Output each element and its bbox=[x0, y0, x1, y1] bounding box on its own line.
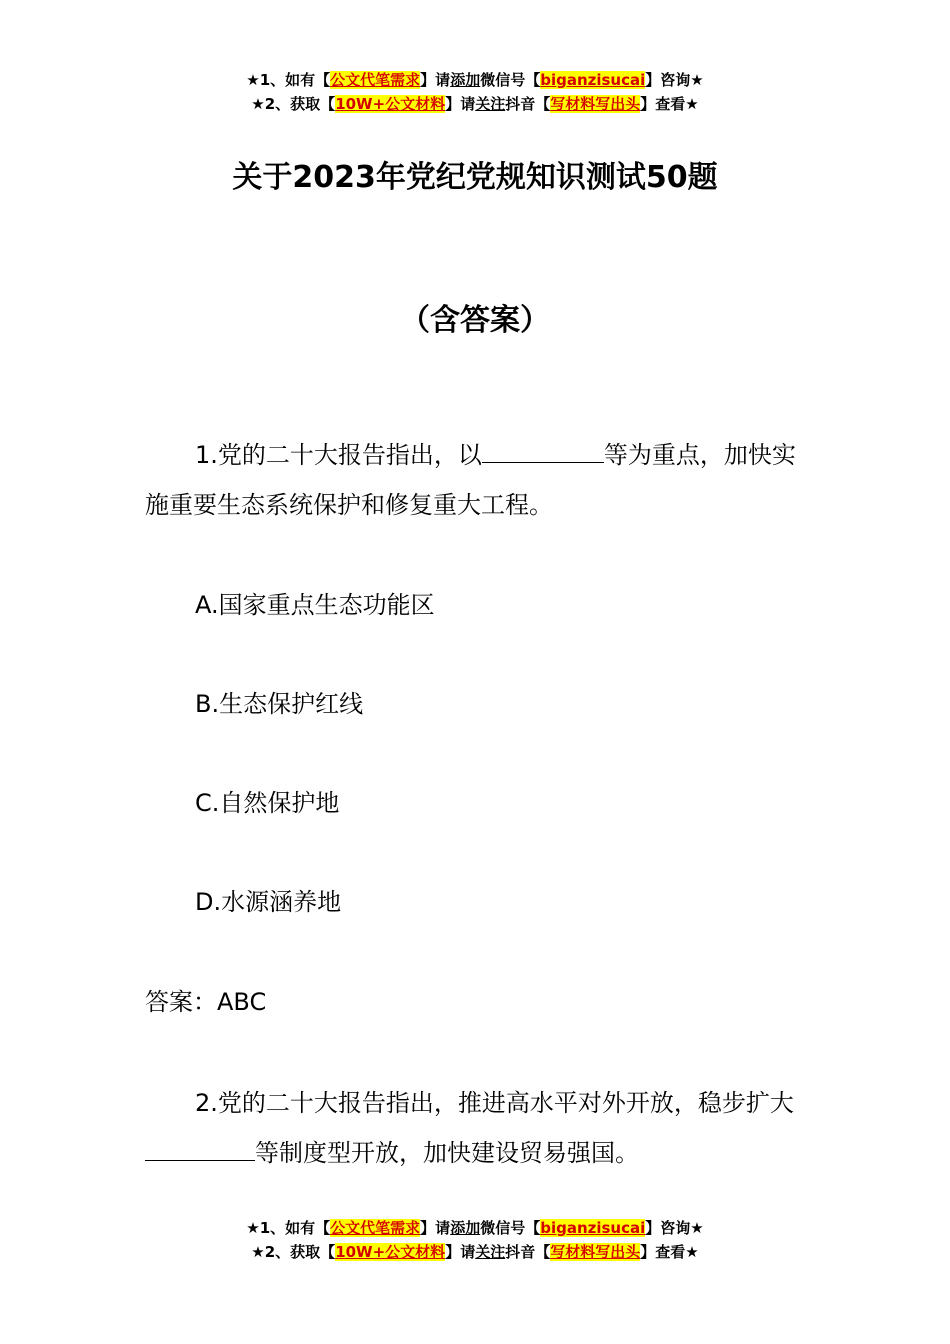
banner-underline: 关注 bbox=[475, 95, 506, 113]
question-1 bbox=[145, 430, 810, 530]
question-text: 等制度型开放，加快建设贸易强国。 bbox=[255, 1139, 639, 1167]
banner-text: ★2、获取【 bbox=[251, 1243, 336, 1261]
banner-text: 】请 bbox=[420, 1219, 451, 1237]
banner-text: 】咨询★ bbox=[645, 1219, 704, 1237]
banner-text: 】请 bbox=[445, 1243, 476, 1261]
option-a: A.国家重点生态功能区 bbox=[195, 591, 435, 619]
banner-line-1 bbox=[0, 1216, 950, 1240]
banner-text: 】请 bbox=[420, 71, 451, 89]
banner-text: 微信号【 bbox=[480, 71, 541, 89]
option-d: D.水源涵养地 bbox=[195, 888, 342, 916]
banner-text: 抖音【 bbox=[505, 1243, 551, 1261]
option-b: B.生态保护红线 bbox=[195, 690, 364, 718]
banner-text: ★1、如有【 bbox=[246, 1219, 331, 1237]
banner-highlight: 写材料写出头 bbox=[550, 95, 641, 113]
banner-underline: 添加 bbox=[450, 1219, 481, 1237]
question-text: 1.党的二十大报告指出，以 bbox=[195, 441, 482, 469]
banner-text: 】查看★ bbox=[640, 1243, 699, 1261]
banner-line-2 bbox=[0, 1240, 950, 1264]
fill-blank bbox=[145, 1130, 255, 1161]
footer-banner bbox=[0, 1216, 950, 1264]
banner-highlight: 公文代笔需求 bbox=[330, 71, 421, 89]
option-c: C.自然保护地 bbox=[195, 789, 340, 817]
banner-text: ★2、获取【 bbox=[251, 95, 336, 113]
banner-text: 】查看★ bbox=[640, 95, 699, 113]
fill-blank bbox=[482, 432, 604, 463]
header-banner bbox=[0, 68, 950, 116]
banner-highlight: 10W+公文材料 bbox=[335, 1243, 446, 1261]
question-text: 等为重点，加快实施重要生态系统保护和修复重大工程。 bbox=[145, 441, 796, 519]
banner-highlight: 10W+公文材料 bbox=[335, 95, 446, 113]
banner-text: 】请 bbox=[445, 95, 476, 113]
banner-underline: 关注 bbox=[475, 1243, 506, 1261]
banner-line-1 bbox=[0, 68, 950, 92]
banner-line-2 bbox=[0, 92, 950, 116]
banner-text: 】咨询★ bbox=[645, 71, 704, 89]
banner-highlight: biganzisucai bbox=[540, 1219, 646, 1237]
question-2 bbox=[145, 1078, 810, 1178]
question-text: 2.党的二十大报告指出，推进高水平对外开放，稳步扩大 bbox=[195, 1089, 794, 1117]
banner-text: ★1、如有【 bbox=[246, 71, 331, 89]
banner-text: 抖音【 bbox=[505, 95, 551, 113]
answer: 答案：ABC bbox=[145, 988, 267, 1016]
banner-underline: 添加 bbox=[450, 71, 481, 89]
banner-text: 微信号【 bbox=[480, 1219, 541, 1237]
document-title: 关于2023年党纪党规知识测试50题 bbox=[232, 160, 718, 195]
banner-highlight: biganzisucai bbox=[540, 71, 646, 89]
banner-highlight: 写材料写出头 bbox=[550, 1243, 641, 1261]
banner-highlight: 公文代笔需求 bbox=[330, 1219, 421, 1237]
document-subtitle: （含答案） bbox=[400, 303, 550, 338]
